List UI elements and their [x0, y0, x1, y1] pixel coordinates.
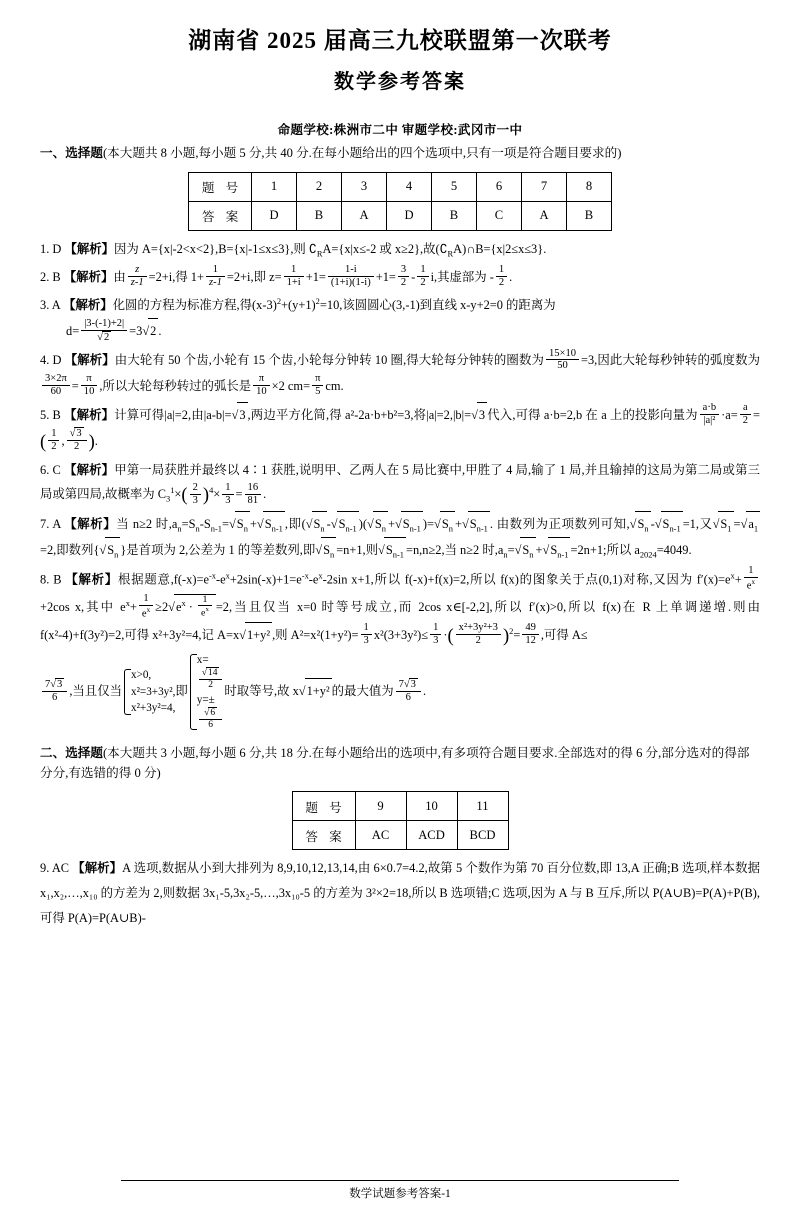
solution-tag: 【解析】	[64, 462, 115, 477]
fraction: $\frac{\pi}{5}$	[312, 373, 323, 398]
fraction: $\frac{1}{2}$	[496, 264, 507, 289]
solution-text-i: }是首项为 2,公差为 1 的等差数列,即	[120, 543, 316, 558]
fraction: $\frac{|3-(-1)+2|}{√2}$	[81, 318, 127, 344]
solution-item-7: 7. A 【解析】当 n≥2 时$,a_n=S_n-S_{n-1}=√S_n +√S_{n-1}$ ,即($√S_n$ $-√S_{n-1}$ )($√S_n +√S_{n-1}$ )$=√S_n +√S_{n-1}$ . 由数列为正项数列可知$,√S_n$ $-√S_{n-1} =1$,又$√S_1 =√a_1=2$,即数列{$√S_n$ }是首项为 2,公差为 1 的等差数列,即$√S_n =n+1$,则$√S_{n-1} =n,n\ge 2$,当 n≥2 时$,a_n=√S_n +√S_{n-1} =2n+1$;所以 $a_{2024}=4049$.	[40, 511, 760, 564]
solution-text-e: . 由数列为正项数列可知,	[489, 517, 630, 532]
answer-table-choice-single	[188, 172, 612, 231]
solution-text-a: 当 n≥2 时,a	[116, 517, 178, 532]
solution-text-c: -S	[199, 517, 211, 532]
solution-text-b: =2+i,得 1+	[148, 269, 204, 284]
byline: 命题学校:株洲市二中 审题学校:武冈市一中	[277, 123, 523, 137]
solution-text-d: =	[235, 487, 243, 502]
answer-cell: A	[522, 201, 567, 230]
solution-text-a: A 选项,数据从小到大排列为 8,9,10,12,13,14,由 6×0.7=4.2,故第 5 个数作为第 70 百分位数,即 13,A 正确;B 选项,样本数据 x₁,x₂,…,x₁₀ 的方差为 2,则数据 3x₁-5,3x₂-5,…,3x₁₀-5 的方差为 3²×2=18,所以 B 选项错;C 选项,因为 A 与 B 互斥,所以 P(A∪B)=P(A)+P(B),可得 P(A)=P(A∪B)-	[40, 861, 760, 925]
row-label-answer: 答 案	[292, 821, 355, 850]
solution-text-m: =4049.	[656, 543, 692, 558]
question-number: 8	[567, 172, 612, 201]
solution-text-q: 时取等号,故 x	[224, 683, 299, 698]
question-number: 9	[355, 792, 406, 821]
solution-no: 5.	[40, 408, 50, 423]
solution-text-d: ,所以大轮每秒转过的弧长是	[99, 378, 252, 393]
row-label-number: 题 号	[189, 172, 252, 201]
fraction: $\frac{3\times 2\pi}{60}$	[42, 373, 70, 398]
solution-no: 3.	[40, 298, 50, 313]
solution-text-c: =10,该圆圆心(3,-1)到直线 x-y+2=0 的距离为	[319, 298, 556, 313]
row-label-answer: 答 案	[189, 201, 252, 230]
fraction: $\frac{1}{1+i}$	[284, 264, 304, 289]
solution-text-l: ·	[443, 627, 448, 642]
solution-text-c: A)∩B={x|2≤x≤3}.	[453, 241, 547, 256]
solution-tag: 【解析】	[63, 298, 113, 313]
solution-text-k: =n,n≥2,当 n≥2 时,a	[406, 543, 504, 558]
solution-no: 4.	[40, 353, 50, 368]
fraction: $\frac{1}{2}$	[417, 264, 428, 289]
solution-text-b: +(y+1)	[281, 298, 316, 313]
fraction: $\frac{\pi}{10}$	[253, 373, 270, 398]
solution-text-c: 代入,可得 a·b=2,b 在 a 上的投影向量为	[487, 408, 698, 423]
section-1-desc: (本大题共 8 小题,每小题 5 分,共 40 分.在每小题给出的四个选项中,只有一项是符合题目要求的)	[102, 146, 622, 160]
fraction: $\frac{1}{3}$	[430, 622, 441, 647]
question-number: 1	[252, 172, 297, 201]
solution-item-2: 2. B 【解析】由 $\frac{z}{z-1}$ =2+i,得 1+ $\frac{1}{z-1}$ =2+i,即 z= $\frac{1}{1+i}$ +1= $\frac{1-i}{(1+i)(1-i)}$ +1= $\frac{3}{2}$ - $\frac{1}{2}$ i,其虚部为 - $\frac{1}{2}$ .	[40, 264, 513, 288]
fraction: $\frac{1}{2}$	[48, 428, 59, 453]
solution-item-6: 6. C 【解析】甲第一局获胜并最终以 4∶1 获胜,说明甲、乙两人在 5 局比赛中,甲胜了 4 局,输了 1 局,并且输掉的这局为第二局或第三局或第四局,故概率为 $C_3^1\times$( $\frac{2}{3}$ )$^4$× $\frac{1}{3}$ = $\frac{16}{81}$ .	[40, 462, 761, 507]
solution-text-o: ,当且仅当	[69, 683, 122, 698]
fraction: $\frac{1}{z-1}$	[206, 264, 225, 289]
answer-table-choice-multi	[292, 791, 509, 850]
solution-item-9	[40, 856, 760, 930]
solution-text-a: 由	[113, 269, 126, 284]
solution-text-g: =	[733, 517, 741, 532]
solution-item-5: 5. B 【解析】计算可得|a|=2,由|a-b|=√3 ,两边平方化简,得 a²-2a·b+b²=3,将|a|=2,|b|=√3 代入,可得 a·b=2,b 在 a 上的投影向量为 $\frac{a\cdot b}{\text{|a|²}}$ ·a= $\frac{a}{2}$ =( $\frac{1}{2}$ , $\frac{√3}{2}$ ).	[40, 402, 761, 453]
solution-tag: 【解析】	[64, 517, 117, 532]
solution-text-r: 的最大值为	[331, 683, 394, 698]
solution-text-b: ×	[174, 487, 182, 502]
solution-answer: A	[51, 298, 60, 313]
solution-text-c: =	[71, 378, 79, 393]
solution-tag: 【解析】	[72, 861, 123, 876]
solution-answer: AC	[51, 861, 70, 876]
solution-text-i: =2,当且仅当 x=0 时等号成立,而 2cos x∈[-2,2],所以 f′(x)>0,所以 f(x)在 R 上单调递增.则由 f(x²-4)+f(3y²)=2,可得 x²+3y²=4,记 A=x	[40, 599, 760, 642]
fraction: $\frac{√3}{2}$	[67, 427, 87, 453]
solution-text-j: =n+1,则	[336, 543, 379, 558]
solution-tag: 【解析】	[64, 408, 115, 423]
fraction: $\frac{1-i}{(1+i)(1-i)}$	[328, 264, 374, 289]
solution-text-a: 由大轮有 50 个齿,小轮有 15 个齿,小轮每分钟转 10 圈,得大轮每分钟转的圈数为	[114, 353, 544, 368]
section-1-label: 一、选择题	[40, 146, 103, 160]
solution-item-1: 1. D 【解析】因为 A={x|-2<x<2},B={x|-1≤x≤3},则 $∁_RA=\{x|x\le-2$ 或 x≥2},故$(∁_RA)\cap B=\{x|2\le x\le 3\}$.	[40, 241, 547, 258]
solution-text-a: 计算可得|a|=2,由|a-b|=	[114, 408, 232, 423]
solution-text-b: ,两边平方化简,得 a²-2a·b+b²=3,将|a|=2,|b|=	[247, 408, 472, 423]
table-row	[292, 821, 508, 850]
footer-text: 数学试题参考答案-1	[121, 1180, 679, 1201]
solution-text-a: 因为 A={x|-2<x<2},B={x|-1≤x≤3},则 ∁	[114, 241, 317, 256]
solution-item-8: 8. B 【解析】根据题意$,f(-x)=e^{-x}-e^x+2\sin(-x)+1=e^{-x}-e^x-2\sin$ x+1,所以 f(-x)+f(x)=2,所以 f(x)的图象关于点(0,1)对称,又因为 $f'(x)=e^x+$ $\frac{1}{e^x}$ +2cos x,其中 $e^x+$ $\frac{1}{e^x}$ $\ge 2√e^x$ · $\frac{1}{e^x}$ =2,当且仅当 x=0 时等号成立,而 2cos x∈[-2,2],所以 f′(x)>0,所以 f(x)在 R 上单调递增.则由 f(x²-4)+f(3y²)=2,可得 x²+3y²=4,记 A=x√1+y² ,则 A²=x²(1+y²)= $\frac{1}{3}$ x²(3+3y²)≤ $\frac{1}{3}$ ·( $\frac{\text{x²+3y²+3}}{2}$ )$^2$= $\frac{49}{12}$ ,可得 A≤ $\frac{7√3}{6}$ ,当且仅当 x>0, x²=3+3y², x²+3y²=4, 即 x= √14 2 y=± √6 6 时取等号,故 x√1+y² 的最大值为 $\frac{7√3}{6}$ .	[40, 567, 760, 732]
answer-cell: B	[297, 201, 342, 230]
solution-text-c: +2sin(-x)+1=e	[229, 572, 302, 587]
question-number: 7	[522, 172, 567, 201]
fraction: $\frac{1}{e^x}$	[744, 565, 758, 592]
solution-item-3: 3. A 【解析】化圆的方程为标准方程,得$(x-3)^2+(y+1)^2=10$,该圆圆心(3,-1)到直线 x-y+2=0 的距离为 d= $\frac{|3-(-1)+2|}{√2}$ =3√2 .	[40, 296, 556, 343]
fraction: $\frac{7√3}{6}$	[396, 678, 421, 704]
solution-answer: B	[52, 269, 61, 284]
section-2-label: 二、选择题	[40, 746, 103, 761]
solution-tag: 【解析】	[64, 353, 115, 368]
solution-text-f: i,其虚部为 -	[430, 269, 494, 284]
answer-cell: AC	[355, 821, 406, 850]
sqrt: √2	[97, 331, 110, 343]
solution-text-b: -e	[216, 572, 226, 587]
page-title: 湖南省 2025 届高三九校联盟第一次联考	[188, 28, 612, 53]
solution-text-d: d=	[66, 324, 80, 339]
solution-text-f: =1,又	[682, 517, 713, 532]
solution-answer: C	[52, 462, 61, 477]
sqrt: √3	[471, 402, 487, 428]
solution-text-a: 根据题意,f(-x)=e	[118, 572, 209, 587]
solution-text-h: =2,即数列{	[40, 543, 100, 558]
solution-text-c: ×	[213, 487, 221, 502]
question-number: 4	[387, 172, 432, 201]
cases-left: x>0, x²=3+3y², x²+3y²=4,	[122, 667, 175, 717]
question-number: 6	[477, 172, 522, 201]
answer-cell: A	[342, 201, 387, 230]
solution-text-j: ,则 A²=x²(1+y²)=	[272, 627, 359, 642]
answer-cell: C	[477, 201, 522, 230]
solution-text-e: =	[753, 408, 761, 423]
solution-text-g: +2cos x,其中 e	[40, 599, 126, 614]
section-1-heading	[40, 144, 760, 164]
solution-no: 2.	[40, 269, 50, 284]
solution-text-p: 即	[175, 683, 188, 698]
answer-cell: BCD	[457, 821, 508, 850]
solution-text-k: x²(3+3y²)≤	[373, 627, 429, 642]
fraction: $\frac{2}{3}$	[190, 482, 201, 507]
solution-answer: A	[52, 517, 61, 532]
page-footer	[0, 1180, 800, 1201]
answer-cell: ACD	[406, 821, 457, 850]
fraction: $\frac{1}{3}$	[222, 482, 233, 507]
solution-no: 6.	[40, 462, 50, 477]
solution-text-m: =	[513, 627, 521, 642]
fraction: $\frac{a\cdot b}{\text{|a|²}}$	[700, 402, 719, 427]
question-number: 10	[406, 792, 457, 821]
fraction: $\frac{1}{3}$	[361, 622, 372, 647]
cases-right: x= √14 2 y=± √6 6	[188, 652, 225, 732]
solution-no: 9.	[40, 861, 50, 876]
fraction: $\frac{7√3}{6}$	[42, 678, 67, 704]
solution-answer: D	[52, 241, 62, 256]
solution-no: 1.	[40, 241, 50, 256]
solution-text-d: ·a=	[721, 408, 738, 423]
solution-text-a: 化圆的方程为标准方程,得(x-3)	[112, 298, 277, 313]
sqrt: √3	[232, 402, 248, 428]
solution-tag: 【解析】	[63, 269, 114, 284]
solution-text-h: ≥2	[155, 599, 169, 614]
section-2-desc: (本大题共 3 小题,每小题 6 分,共 18 分.在每小题给出的选项中,有多项符合题目要求.全部选对的得 6 分,部分选对的得部分分,有选错的得 0 分)	[40, 746, 750, 780]
solution-answer: B	[53, 572, 62, 587]
answer-cell: B	[567, 201, 612, 230]
row-label-number: 题 号	[292, 792, 355, 821]
fraction: $\frac{z}{z-1}$	[128, 264, 147, 289]
section-2-heading	[40, 744, 760, 783]
solution-answer: B	[52, 408, 61, 423]
solution-text-n: ,可得 A≤	[540, 627, 588, 642]
fraction: $\frac{1}{e^x}$	[139, 593, 153, 620]
question-number: 3	[342, 172, 387, 201]
fraction: $\frac{16}{81}$	[245, 482, 262, 507]
solution-tag: 【解析】	[65, 572, 119, 587]
solution-text-e: ×2 cm=	[271, 378, 311, 393]
solution-tag: 【解析】	[64, 241, 115, 256]
answer-cell: D	[252, 201, 297, 230]
solution-text-c: =2+i,即 z=	[226, 269, 282, 284]
solution-text-e: -2sin x+1,所以 f(-x)+f(x)=2,所以 f(x)的图象关于点(0,1)对称,又因为 f′(x)=e	[322, 572, 731, 587]
fraction: $\frac{a}{2}$	[740, 402, 751, 427]
solution-text-d: +1=	[305, 269, 326, 284]
page-subtitle: 数学参考答案	[334, 71, 466, 93]
solution-item-4	[40, 348, 760, 399]
answer-cell: B	[432, 201, 477, 230]
table-row	[292, 792, 508, 821]
solution-text-f: +	[734, 572, 742, 587]
solution-text-e: +1=	[375, 269, 396, 284]
solution-text-f: cm.	[325, 378, 344, 393]
solution-no: 7.	[40, 517, 50, 532]
solution-answer: D	[52, 353, 62, 368]
solution-text-b: =S	[181, 517, 196, 532]
sqrt: √2	[142, 318, 158, 344]
solution-text-b: A={x|x≤-2 或 x≥2},故(∁	[322, 241, 448, 256]
fraction: $\frac{15\times 10}{50}$	[546, 348, 579, 373]
question-number: 11	[457, 792, 508, 821]
fraction: $\frac{\pi}{10}$	[81, 373, 98, 398]
question-number: 2	[297, 172, 342, 201]
answer-cell: D	[387, 201, 432, 230]
fraction: $\frac{3}{2}$	[398, 264, 409, 289]
table-row	[189, 172, 612, 201]
solution-text-b: =3,因此大轮每秒钟转的弧度数为	[581, 353, 761, 368]
solution-no: 8.	[40, 572, 50, 587]
solution-text-d: -e	[308, 572, 319, 587]
table-row	[189, 201, 612, 230]
solution-text-l: =2n+1;所以 a	[570, 543, 640, 558]
solution-text-d: ,即	[284, 517, 302, 532]
question-number: 5	[432, 172, 477, 201]
fraction: $\frac{\text{x²+3y²+3}}{2}$	[456, 622, 501, 647]
fraction: $\frac{49}{12}$	[522, 622, 539, 647]
solution-text-a: 甲第一局获胜并最终以 4∶1 获胜,说明甲、乙两人在 5 局比赛中,甲胜了 4 局,输了 1 局,并且输掉的这局为第二局或第三局或第四局,故概率为 C	[40, 462, 761, 502]
